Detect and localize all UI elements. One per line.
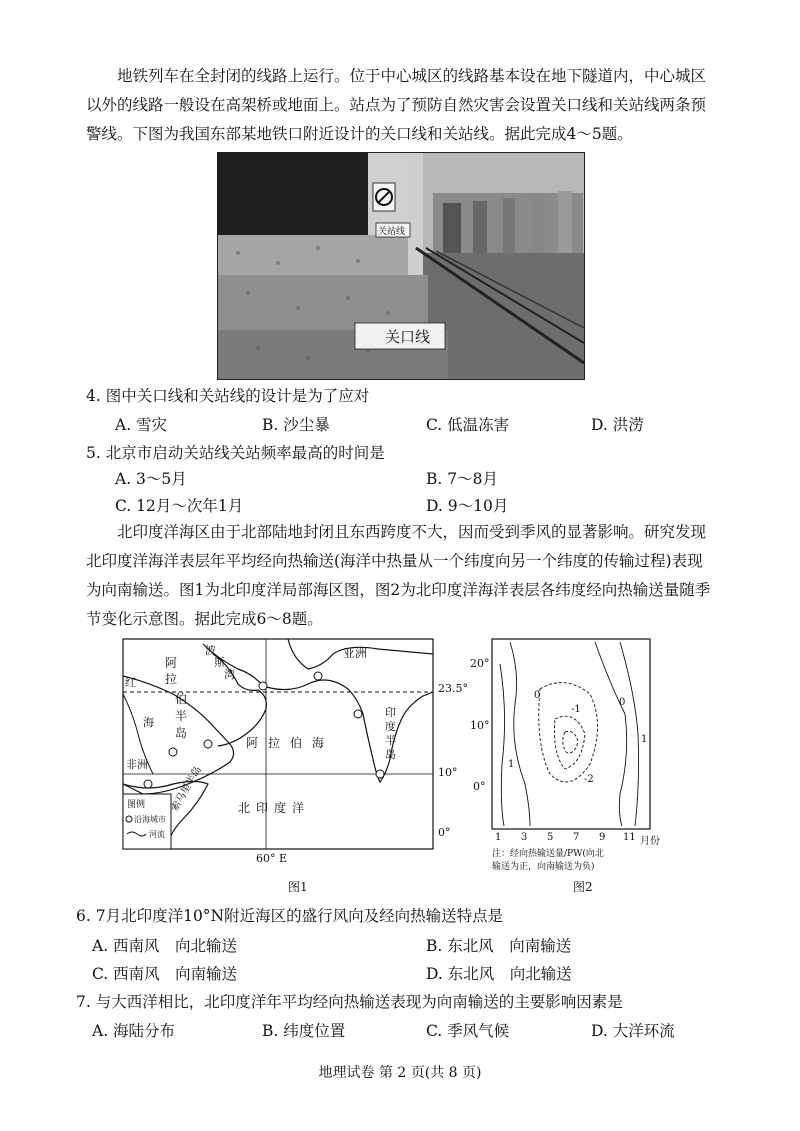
map-label-ara5: 岛 (175, 726, 188, 740)
legend-river: 河流 (149, 830, 165, 839)
map-label-india2: 度 (385, 720, 396, 733)
chart-x-5: 5 (547, 832, 554, 843)
map-label-red1: 红 (125, 676, 136, 689)
contour-chart (470, 634, 690, 834)
q4-stem: 4. 图中关口线和关站线的设计是为了应对 (86, 387, 370, 405)
map-label-persian1: 波 (205, 644, 216, 657)
map-label-ara1: 阿 (165, 656, 178, 670)
q4-option-c: C. 低温冻害 (426, 416, 510, 434)
figure-1-caption: 图1 (288, 880, 308, 894)
q4-option-b: B. 沙尘暴 (262, 416, 330, 434)
q5-option-d: D. 9～10月 (426, 497, 509, 515)
legend-title: 图例 (127, 800, 146, 810)
chart-x-11: 11 (623, 832, 636, 843)
chart-x-7: 7 (573, 832, 580, 843)
chart-x-9: 9 (599, 832, 606, 843)
chart-note-line-2: 输送为正，向南输送为负) (492, 862, 595, 872)
figure-2-chart (470, 634, 690, 884)
map-label-sea2: 拉 (268, 736, 281, 750)
q5-option-c: C. 12月～次年1月 (115, 497, 244, 515)
q5-option-a: A. 3～5月 (115, 470, 187, 488)
station-line-label: 关站线 (378, 227, 406, 237)
q5-option-b: B. 7～8月 (426, 470, 498, 488)
map-label-sea4: 海 (312, 736, 325, 750)
q6-option-b: B. 东北风 向南输送 (426, 937, 572, 955)
chart-x-3: 3 (521, 832, 528, 843)
map-label-persian2: 斯 (214, 656, 225, 669)
contour-label-0b: 0 (619, 697, 626, 708)
map-label-sea1: 阿 (246, 736, 259, 750)
map-label-india1: 印 (385, 706, 396, 719)
chart-y-0: 0° (473, 780, 486, 793)
chart-note-line-1: 注：经向热输送量/PW(向北 (492, 849, 604, 859)
map-label-lon-60: 60° E (256, 852, 288, 865)
map-label-ara4: 半 (175, 709, 188, 723)
contour-label-neg2: -2 (584, 774, 594, 785)
map-label-ara3: 伯 (175, 692, 188, 706)
q7-option-c: C. 季风气候 (426, 1022, 510, 1040)
intro-paragraph-2: 北印度洋海区由于北部陆地封闭且东西跨度不大，因而受到季风的显著影响。研究发现北印度洋海洋表层年平均经向热输送(海洋中热量从一个纬度向另一个纬度的传输过程)表现为向南输送。图1为北印度洋局部海区图，图2为北印度洋海洋表层各纬度经向热输送量随季节变化示意图。据此完成6～8题。 (86, 523, 711, 628)
chart-y-20: 20° (470, 657, 490, 670)
q6-option-c: C. 西南风 向南输送 (92, 965, 238, 983)
figure-1-map (118, 634, 468, 865)
contour-label-neg1: -1 (571, 704, 581, 715)
gate-line-label: 关口线 (385, 328, 431, 346)
contour-label-1b: 1 (641, 734, 648, 745)
map-label-india4: 岛 (385, 748, 396, 761)
q5-stem: 5. 北京市启动关站线关站频率最高的时间是 (86, 444, 385, 462)
map-label-ara2: 拉 (165, 672, 178, 686)
map-label-lat-23: 23.5° (438, 682, 468, 695)
chart-y-10: 10° (470, 719, 490, 732)
map-label-lat-0: 0° (438, 826, 451, 839)
map-label-india3: 半 (385, 734, 396, 747)
q4-option-a: A. 雪灾 (115, 416, 168, 434)
map-label-persian3: 湾 (224, 668, 235, 681)
q6-option-d: D. 东北风 向北输送 (426, 965, 572, 983)
map-label-lat-10: 10° (438, 766, 458, 779)
legend-city: 沿海城市 (134, 815, 166, 824)
chart-x-1: 1 (495, 832, 502, 843)
figure-2-caption: 图2 (573, 880, 593, 894)
q7-option-b: B. 纬度位置 (262, 1022, 346, 1040)
map-label-africa: 非洲 (126, 758, 148, 771)
q7-option-a: A. 海陆分布 (92, 1022, 176, 1040)
page-footer: 地理试卷 第 2 页(共 8 页) (318, 1065, 482, 1081)
q7-stem: 7. 与大西洋相比，北印度洋年平均经向热输送表现为向南输送的主要影响因素是 (76, 993, 623, 1011)
contour-label-0a: 0 (534, 690, 541, 701)
q6-option-a: A. 西南风 向北输送 (92, 937, 238, 955)
q4-option-d: D. 洪涝 (591, 416, 644, 434)
q6-stem: 6. 7月北印度洋10°N附近海区的盛行风向及经向热输送特点是 (76, 907, 504, 925)
chart-x-label: 月份 (640, 836, 660, 847)
subway-entrance-photo (217, 152, 585, 380)
map-label-red2: 海 (143, 716, 154, 729)
map-label-asia: 亚洲 (343, 646, 368, 660)
contour-label-1a: 1 (508, 759, 515, 770)
map-label-somali: 索马里半岛 (169, 764, 204, 814)
q7-option-d: D. 大洋环流 (591, 1022, 675, 1040)
intro-paragraph-1: 地铁列车在全封闭的线路上运行。位于中心城区的线路基本设在地下隧道内，中心城区以外的线路一般设在高架桥或地面上。站点为了预防自然灾害会设置关口线和关站线两条预警线。下图为我国东部某地铁口附近设计的关口线和关站线。据此完成4～5题。 (86, 67, 707, 143)
map-label-north-indian-ocean: 北印度洋 (238, 801, 311, 815)
map-label-sea3: 伯 (290, 736, 303, 750)
